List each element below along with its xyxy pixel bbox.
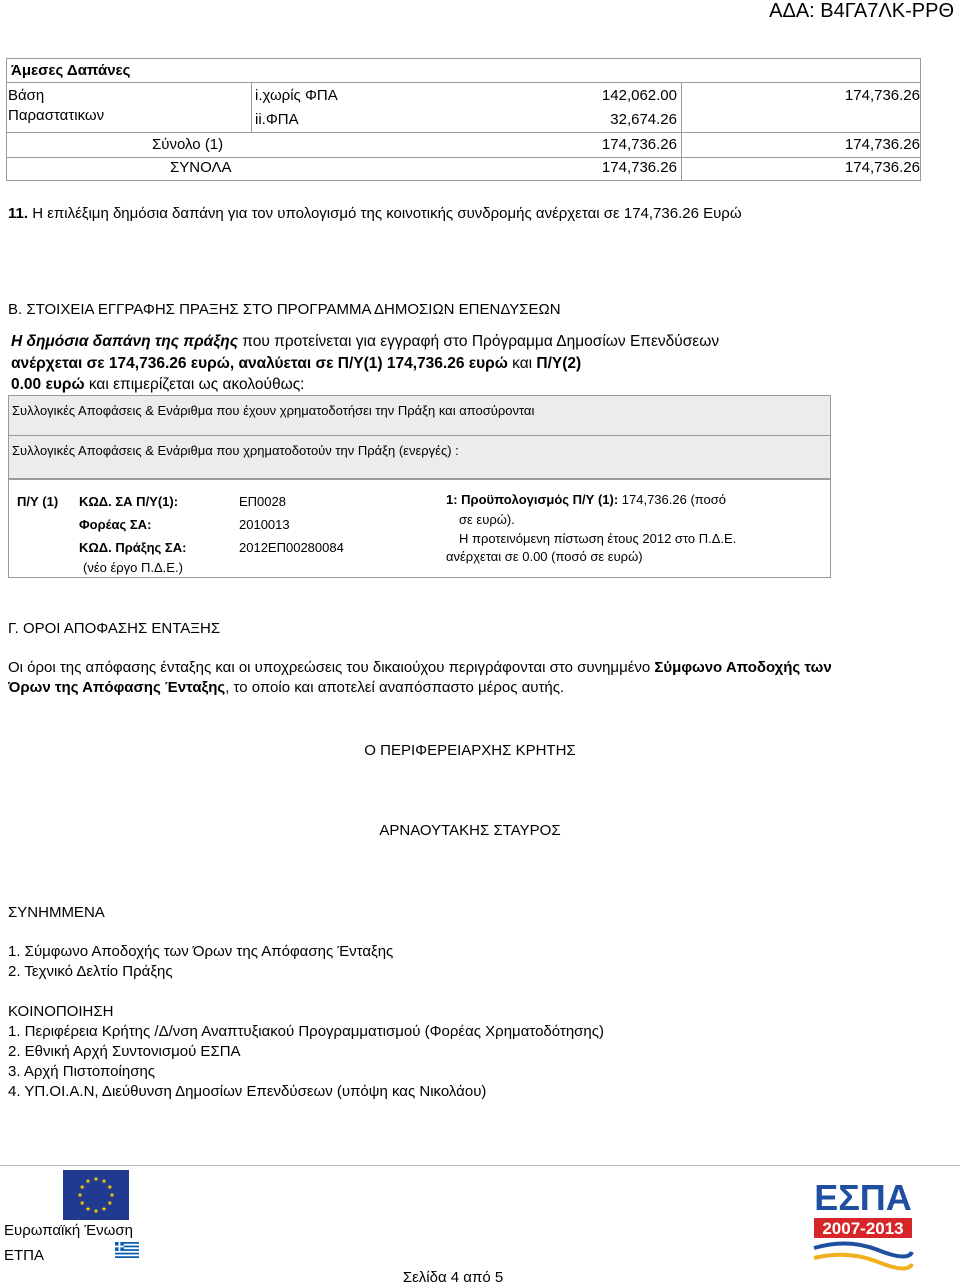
subtotal-value: 174,736.26 xyxy=(601,136,677,153)
espa-logo xyxy=(808,1170,918,1274)
kod-sa-label: ΚΩΔ. ΣΑ Π/Υ(1): xyxy=(79,494,179,509)
row-i-value: 142,062.00 xyxy=(601,87,677,104)
section-b-and: και xyxy=(507,355,537,372)
foreas-value: 2010013 xyxy=(239,517,290,532)
row-ii-label: ii.ΦΠΑ xyxy=(255,111,299,128)
subtotal-total: 174,736.26 xyxy=(844,136,920,153)
section-11 xyxy=(8,205,742,222)
amounts-to: ανέρχεται σε 0.00 (ποσό σε ευρώ) xyxy=(446,549,643,564)
eu-flag-icon xyxy=(63,1170,129,1220)
new-project-note: (νέο έργο Π.Δ.Ε.) xyxy=(83,560,183,575)
proposed-credit: Η προτεινόμενη πίστωση έτους 2012 στο Π.Δ.Ε. xyxy=(459,531,737,546)
section-b-amounts: 174,736.26 ευρώ, αναλύεται σε Π/Υ(1) 174,736.26 ευρώ xyxy=(104,355,508,372)
terms-text-2: , το οποίο και αποτελεί αναπόσπαστο μέρος αυτής. xyxy=(225,679,565,696)
py1-label: Π/Υ (1) xyxy=(17,494,59,509)
section-b-text-1: που προτείνεται για εγγραφή στο Πρόγραμμα Δημοσίων Επενδύσεων xyxy=(237,333,720,350)
section-b-line-1 xyxy=(11,333,719,351)
section-b-line-2 xyxy=(11,355,581,373)
total-value: 174,736.26 xyxy=(601,159,677,176)
espa-fund-label: ΕΤΠΑ xyxy=(4,1247,45,1264)
section-b-py2: Π/Υ(2) xyxy=(536,355,582,372)
subtotal-label: Σύνολο (1) xyxy=(152,136,224,153)
ada-code: ΑΔΑ: Β4ΓΑ7ΛΚ-ΡΡΘ xyxy=(769,0,954,22)
in-euro-note: σε ευρώ). xyxy=(459,512,515,527)
notification-item: 1. Περιφέρεια Κρήτης /Δ/νση Αναπτυξιακού Προγραμματισμού (Φορέας Χρηματοδότησης) xyxy=(8,1023,604,1040)
espa-logo-text: ΕΣΠΑ xyxy=(814,1177,912,1218)
attachment-item: 1. Σύμφωνο Αποδοχής των Όρων της Απόφασης Ένταξης xyxy=(8,943,394,960)
notification-item: 4. ΥΠ.ΟΙ.Α.Ν, Διεύθυνση Δημοσίων Επενδύσεων (υπόψη κας Νικολάου) xyxy=(8,1083,487,1100)
greek-flag-icon xyxy=(115,1242,139,1258)
active-decisions-box xyxy=(8,435,831,480)
withdrawn-decisions-box xyxy=(8,395,831,440)
signatory-role: Ο ΠΕΡΙΦΕΡΕΙΑΡΧΗΣ ΚΡΗΤΗΣ xyxy=(364,742,576,759)
section-c-line-2 xyxy=(8,679,564,696)
page-number: Σελίδα 4 από 5 xyxy=(402,1269,504,1286)
withdrawn-decisions-label: Συλλογικές Αποφάσεις & Ενάριθμα που έχουν χρηματοδοτήσει την Πράξη και αποσύρονται xyxy=(12,403,535,418)
terms-doc-name-2: Όρων της Απόφασης Ένταξης xyxy=(8,679,226,696)
section-11-text: Η επιλέξιμη δημόσια δαπάνη για τον υπολογισμό της κοινοτικής συνδρομής ανέρχεται σε 174,736.26 Ευρώ xyxy=(28,205,742,222)
row-ii-value: 32,674.26 xyxy=(610,111,677,128)
section-11-number: 11. xyxy=(8,205,29,222)
proypologismos-label: 1: Προϋπολογισμός Π/Υ (1): xyxy=(446,492,619,507)
section-b-py2-amount: 0.00 ευρώ xyxy=(11,376,85,393)
kod-praxis-label: ΚΩΔ. Πράξης ΣΑ: xyxy=(79,540,187,555)
cost-table xyxy=(6,58,921,181)
basis-label-1: Βάση xyxy=(8,87,45,104)
kod-praxis-value: 2012ΕΠ00280084 xyxy=(239,540,344,555)
active-decisions-label: Συλλογικές Αποφάσεις & Ενάριθμα που χρηματοδοτούν την Πράξη (ενεργές) : xyxy=(12,443,459,458)
section-c-title: Γ. ΟΡΟΙ ΑΠΟΦΑΣΗΣ ΕΝΤΑΞΗΣ xyxy=(8,620,221,637)
terms-doc-name-1: Σύμφωνο Αποδοχής των xyxy=(654,659,832,676)
table-title: Άμεσες Δαπάνες xyxy=(11,62,131,79)
public-expenditure-label: Η δημόσια δαπάνη της πράξης xyxy=(11,333,238,350)
footer-divider xyxy=(0,1165,960,1166)
section-b-text-2: ανέρχεται σε xyxy=(11,355,105,372)
terms-text: Οι όροι της απόφασης ένταξης και οι υποχρεώσεις του δικαιούχου περιγράφονται στο συνημμένο xyxy=(8,659,655,676)
notification-item: 2. Εθνική Αρχή Συντονισμού ΕΣΠΑ xyxy=(8,1043,241,1060)
row-i-label: i.χωρίς ΦΠΑ xyxy=(255,87,338,104)
attachment-item: 2. Τεχνικό Δελτίο Πράξης xyxy=(8,963,173,980)
basis-label-2: Παραστατικων xyxy=(8,107,105,124)
row-i-total: 174,736.26 xyxy=(844,87,920,104)
notification-item: 3. Αρχή Πιστοποίησης xyxy=(8,1063,156,1080)
signatory-name: ΑΡΝΑΟΥΤΑΚΗΣ ΣΤΑΥΡΟΣ xyxy=(379,822,561,839)
section-b-line-3 xyxy=(11,376,304,394)
section-b-text-3: και επιμερίζεται ως ακολούθως: xyxy=(84,376,305,393)
budget-box xyxy=(8,478,831,578)
foreas-label: Φορέας ΣΑ: xyxy=(79,517,152,532)
proypologismos-value: 174,736.26 (ποσό xyxy=(618,492,727,507)
total-total: 174,736.26 xyxy=(844,159,920,176)
section-b-title: Β. ΣΤΟΙΧΕΙΑ ΕΓΓΡΑΦΗΣ ΠΡΑΞΗΣ ΣΤΟ ΠΡΟΓΡΑΜΜΑ ΔΗΜΟΣΙΩΝ ΕΠΕΝΔΥΣΕΩΝ xyxy=(8,301,561,318)
attachments-title: ΣΥΝΗΜΜΕΝΑ xyxy=(8,904,105,921)
proypologismos xyxy=(446,492,726,507)
eu-label: Ευρωπαϊκή Ένωση xyxy=(4,1222,133,1239)
section-c-line-1 xyxy=(8,659,832,676)
total-label: ΣΥΝΟΛΑ xyxy=(170,159,232,176)
espa-logo-years: 2007-2013 xyxy=(822,1219,904,1238)
kod-sa-value: ΕΠ0028 xyxy=(239,494,286,509)
notification-title: ΚΟΙΝΟΠΟΙΗΣΗ xyxy=(8,1003,114,1020)
